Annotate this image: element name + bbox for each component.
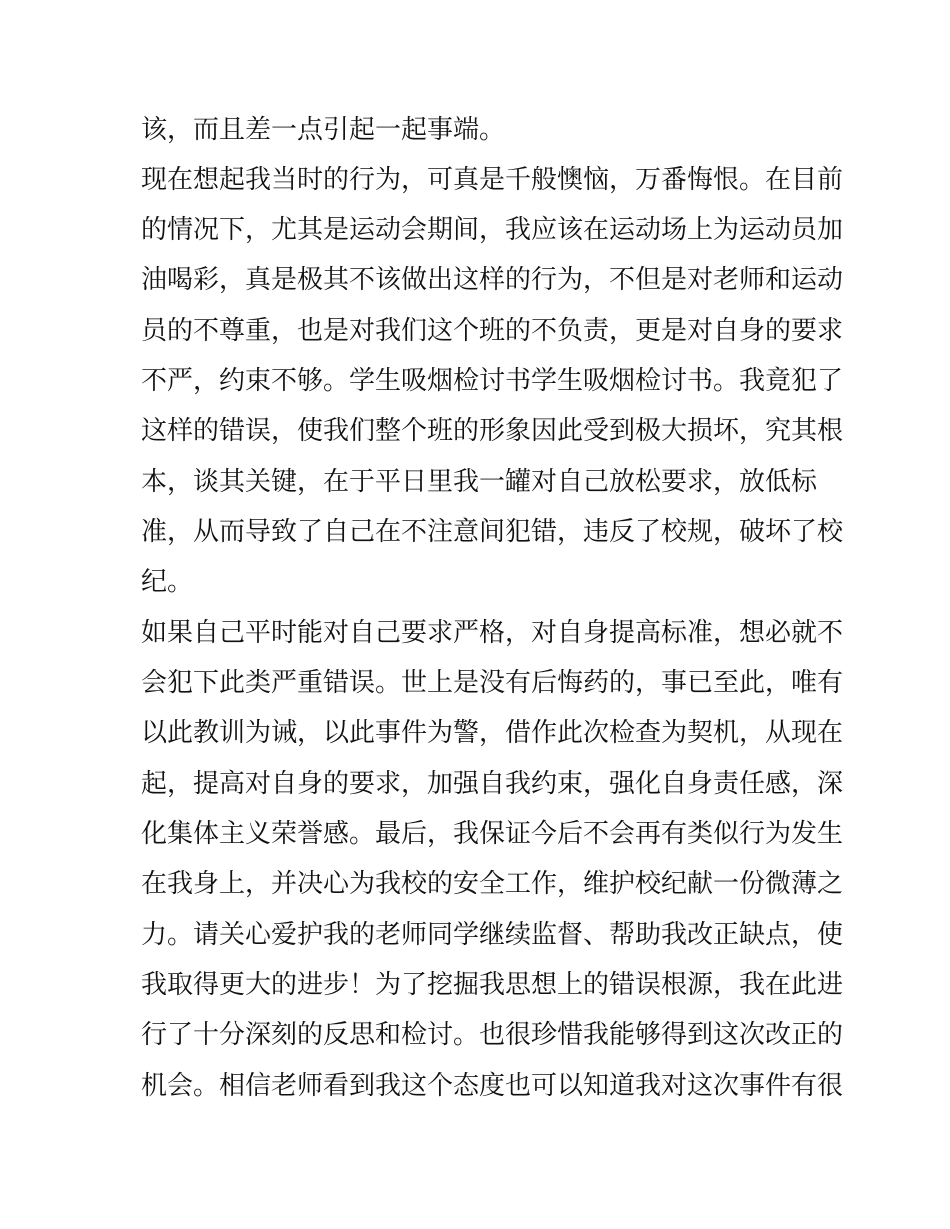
text-line: 化集体主义荣誉感。最后，我保证今后不会再有类似行为发生 — [141, 819, 844, 849]
text-line: 本，谈其关键，在于平日里我一罐对自己放松要求，放低标 — [141, 467, 818, 497]
text-line: 的情况下，尤其是运动会期间，我应该在运动场上为运动员加 — [141, 215, 844, 245]
text-line: 纪。 — [141, 567, 194, 597]
text-line: 力。请关心爱护我的老师同学继续监督、帮助我改正缺点，使 — [141, 920, 844, 950]
text-line: 现在想起我当时的行为，可真是千般懊恼，万番悔恨。在目前 — [141, 165, 844, 195]
text-line: 如果自己平时能对自己要求严格，对自身提高标准，想必就不 — [141, 618, 844, 648]
text-line: 在我身上，并决心为我校的安全工作，维护校纪献一份微薄之 — [141, 869, 844, 899]
text-line: 该，而且差一点引起一起事端。 — [141, 115, 506, 145]
text-line: 以此教训为诫，以此事件为警，借作此次检查为契机，从现在 — [141, 718, 844, 748]
text-line: 起，提高对自身的要求，加强自我约束，强化自身责任感，深 — [141, 769, 844, 799]
text-line: 准，从而导致了自己在不注意间犯错，违反了校规，破坏了校 — [141, 517, 844, 547]
text-line: 不严，约束不够。学生吸烟检讨书学生吸烟检讨书。我竟犯了 — [141, 366, 844, 396]
text-line: 这样的错误，使我们整个班的形象因此受到极大损坏，究其根 — [141, 416, 844, 446]
text-line: 我取得更大的进步！为了挖掘我思想上的错误根源，我在此进 — [141, 970, 844, 1000]
text-line: 员的不尊重，也是对我们这个班的不负责，更是对自身的要求 — [141, 316, 844, 346]
text-line: 机会。相信老师看到我这个态度也可以知道我对这次事件有很 — [141, 1071, 844, 1101]
text-line: 油喝彩，真是极其不该做出这样的行为，不但是对老师和运动 — [141, 265, 844, 295]
text-line: 行了十分深刻的反思和检讨。也很珍惜我能够得到这次改正的 — [141, 1020, 844, 1050]
text-line: 会犯下此类严重错误。世上是没有后悔药的，事已至此，唯有 — [141, 668, 844, 698]
